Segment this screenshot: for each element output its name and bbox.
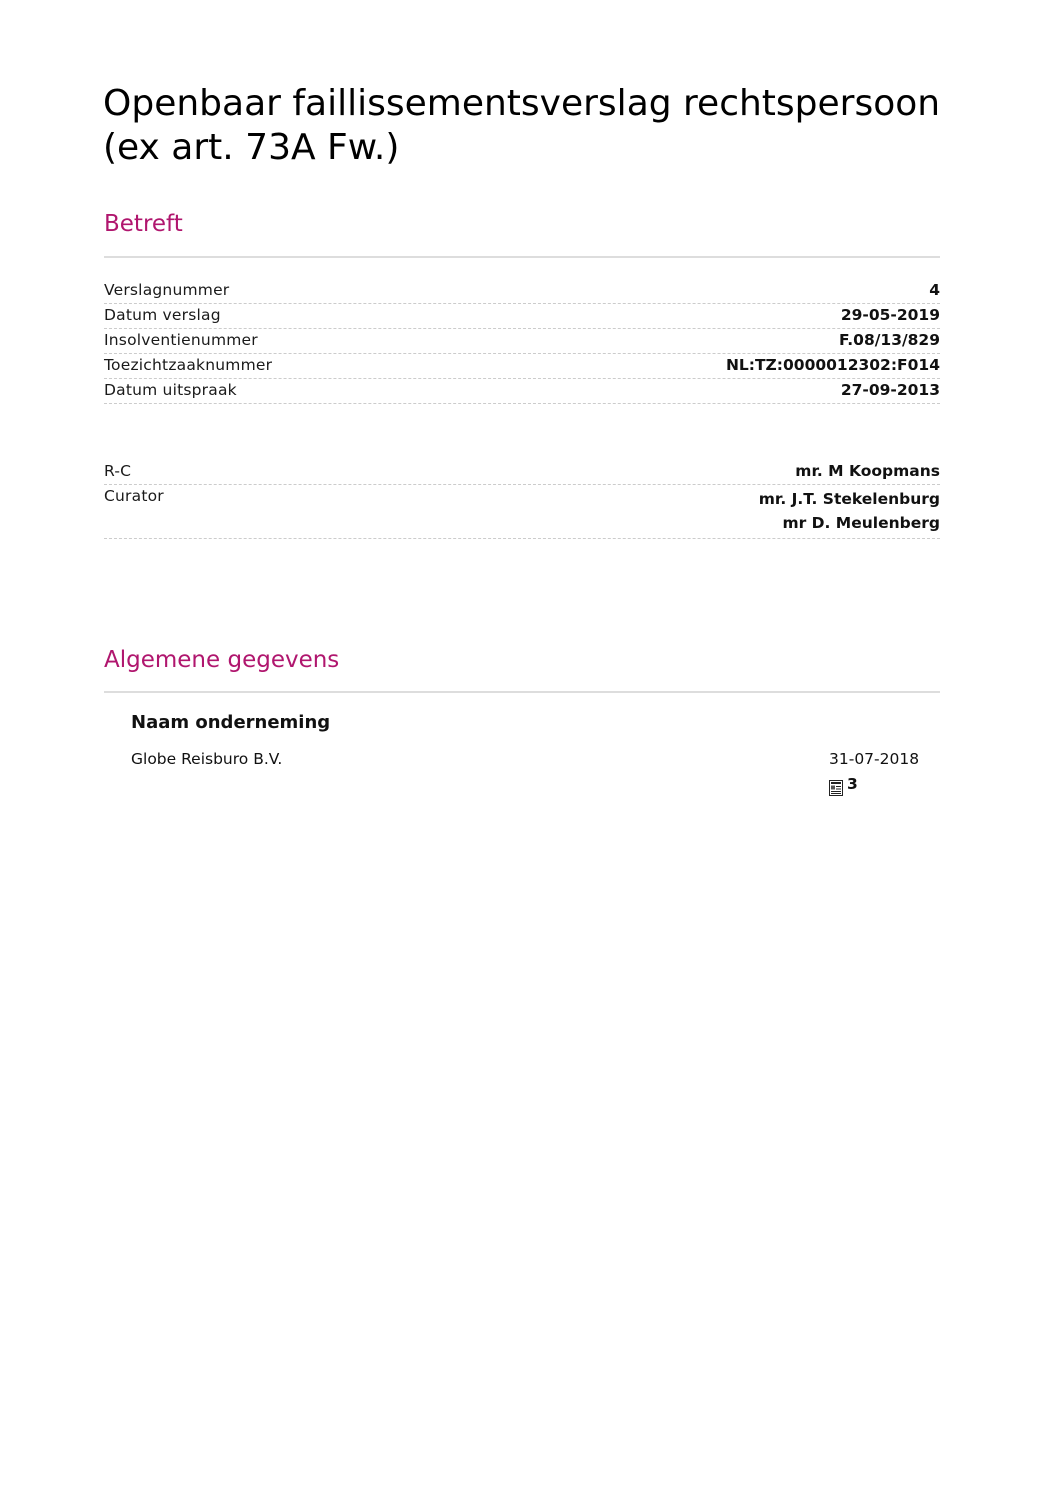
row-value: 29-05-2019 [840, 306, 940, 324]
section-divider [104, 256, 940, 258]
row-label: Datum verslag [104, 306, 221, 324]
row-label: Toezichtzaaknummer [104, 356, 273, 374]
row-value: NL:TZ:0000012302:F014 [725, 356, 940, 374]
case-details-table [104, 279, 940, 404]
section-heading-betreft: Betreft [104, 211, 183, 237]
report-reference[interactable] [829, 775, 858, 796]
row-label: R-C [104, 462, 132, 480]
company-date: 31-07-2018 [829, 750, 920, 768]
company-name: Globe Reisburo B.V. [131, 750, 283, 768]
curator-name: mr D. Meulenberg [782, 514, 940, 532]
curator-name: mr. J.T. Stekelenburg [758, 490, 940, 508]
report-number: 3 [847, 775, 858, 793]
table-row-datum-uitspraak [104, 379, 940, 404]
table-row-verslagnummer [104, 279, 940, 304]
row-value-list [759, 487, 940, 535]
row-label: Insolventienummer [104, 331, 258, 349]
row-value: 4 [929, 281, 940, 299]
section-divider [104, 691, 940, 693]
row-value: F.08/13/829 [838, 331, 940, 349]
page-title: Openbaar faillissementsverslag rechtspersoon (ex art. 73A Fw.) [103, 83, 941, 168]
row-label: Verslagnummer [104, 281, 230, 299]
persons-table [104, 460, 940, 539]
document-icon [829, 780, 843, 796]
row-value: mr. M Koopmans [795, 462, 940, 480]
section-heading-algemene-gegevens: Algemene gegevens [104, 647, 340, 673]
table-row-rc [104, 460, 940, 485]
row-label: Curator [104, 487, 164, 505]
row-label: Datum uitspraak [104, 381, 237, 399]
sub-heading-naam-onderneming: Naam onderneming [131, 712, 331, 733]
table-row-datum-verslag [104, 304, 940, 329]
row-value: 27-09-2013 [840, 381, 940, 399]
table-row-toezichtzaaknummer [104, 354, 940, 379]
table-row-insolventienummer [104, 329, 940, 354]
table-row-curator [104, 485, 940, 539]
